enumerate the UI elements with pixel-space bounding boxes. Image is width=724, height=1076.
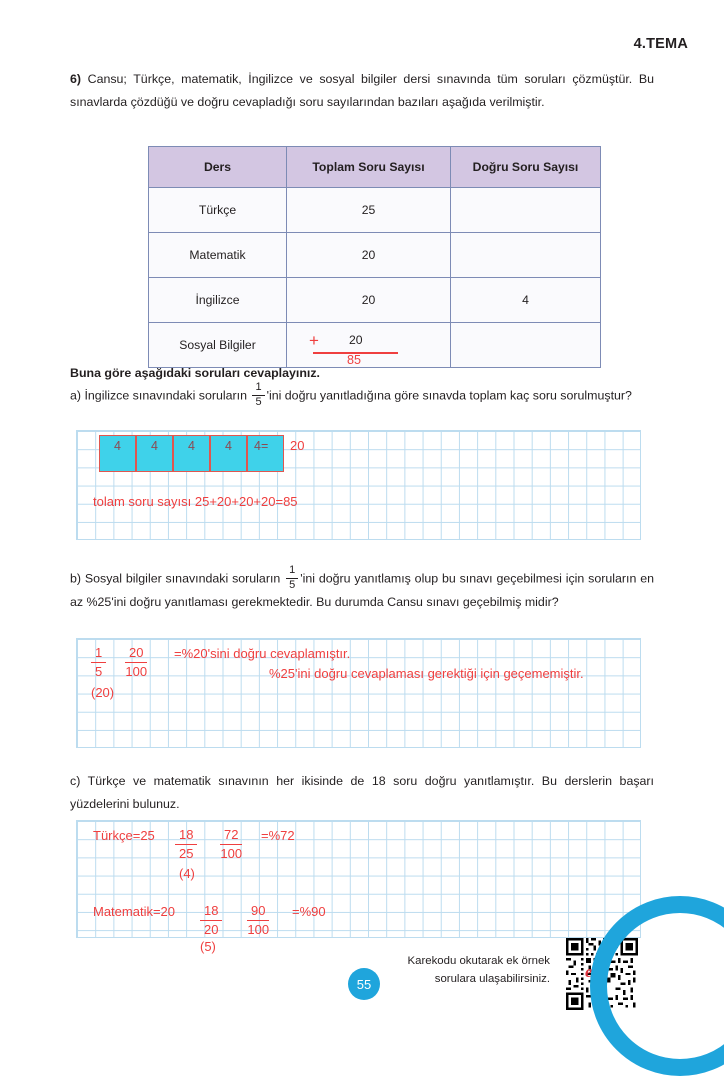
fraction-denominator: 5 <box>289 578 296 591</box>
part-c-row2-lead: Matematik=20 <box>93 904 176 919</box>
part-a-note: tolam soru sayısı 25+20+20+20=85 <box>93 494 298 509</box>
cell-dogru: 4 <box>451 278 601 323</box>
part-b-line-1: =%20'sini doğru cevaplamıştır. <box>174 646 351 661</box>
fraction-denominator: 100 <box>125 664 148 680</box>
fraction-denominator: 25 <box>179 846 194 862</box>
handwritten-sum <box>287 325 450 365</box>
part-b-fraction-2 <box>125 645 147 681</box>
part-b-label: b) <box>70 571 82 586</box>
part-c-row1-paren: (4) <box>179 866 195 881</box>
part-c-text: Türkçe ve matematik sınavının her ikisinde de 18 soru doğru yanıtlamıştır. Bu derslerin başarı yüzdelerini bulunuz. <box>70 774 654 811</box>
cell-ders: Matematik <box>149 233 287 278</box>
strip-cell-equals: 4= <box>247 435 284 472</box>
table-row <box>149 233 601 278</box>
fraction-denominator: 20 <box>204 922 219 938</box>
fraction-denominator: 100 <box>220 846 243 862</box>
fraction-denominator: 5 <box>95 664 103 680</box>
qr-caption-line-1: Karekodu okutarak ek örnek <box>407 955 550 967</box>
part-a-answer-grid[interactable] <box>76 430 641 540</box>
cell-dogru <box>451 188 601 233</box>
part-c-row1-fraction-1 <box>175 827 197 863</box>
cell-ders: İngilizce <box>149 278 287 323</box>
page-number-badge: 55 <box>348 968 380 1000</box>
exam-table-wrapper <box>148 146 579 368</box>
part-c-row2-fraction-2 <box>247 903 269 939</box>
cell-ders: Sosyal Bilgiler <box>149 323 287 368</box>
part-a-text-before: İngilizce sınavındaki soruların <box>81 388 251 403</box>
eba-logo: eba <box>585 962 609 981</box>
cell-toplam-handwritten: 20 <box>287 278 451 323</box>
part-b-text-before: Sosyal bilgiler sınavındaki soruların <box>81 571 285 586</box>
table-row <box>149 323 601 368</box>
column-header-ders: Ders <box>149 147 287 188</box>
part-b-paren: (20) <box>91 685 115 700</box>
part-c-row2-result: =%90 <box>292 904 326 919</box>
part-a-fraction <box>252 382 264 408</box>
part-b-answer-grid[interactable] <box>76 638 641 748</box>
sum-total: 85 <box>347 353 362 367</box>
part-b-fraction-1 <box>91 645 106 681</box>
question-number: 6) <box>70 72 82 86</box>
sum-addend: 20 <box>349 333 363 347</box>
part-a-label: a) <box>70 388 82 403</box>
cell-dogru <box>451 233 601 278</box>
cell-toplam: 25 <box>287 188 451 233</box>
strip-cell: 4 <box>210 435 247 472</box>
cell-dogru <box>451 323 601 368</box>
fraction-numerator: 1 <box>255 381 262 393</box>
fraction-numerator: 90 <box>247 903 269 921</box>
question-intro <box>70 68 654 114</box>
plus-sign: + <box>309 331 319 350</box>
table-header-row <box>149 147 601 188</box>
fraction-numerator: 18 <box>200 903 222 921</box>
part-c-row1-fraction-2 <box>220 827 242 863</box>
part-c-row1-result: =%72 <box>261 828 295 843</box>
cell-ders: Türkçe <box>149 188 287 233</box>
part-b-prompt <box>70 565 654 614</box>
fraction-numerator: 18 <box>175 827 197 845</box>
question-intro-text: Cansu; Türkçe, matematik, İngilizce ve sosyal bilgiler dersi sınavında tüm soruları çözmüştür. Bu sınavlarda çözdüğü ve doğru cevapladığı soru sayılarından bazıları aşağıda verilmiştir. <box>70 72 654 109</box>
fraction-denominator: 100 <box>247 922 270 938</box>
fraction-numerator: 1 <box>289 564 296 576</box>
part-b-text-after: 'ini doğru yanıtlamış olup bu sınavı geçebilmesi için soruların en az %25'ini doğru yanıtlaması gerekmektedir. Bu durumda Cansu sınavı geçebilmiş midir? <box>70 571 654 610</box>
exam-table <box>148 146 601 368</box>
fraction-denominator: 5 <box>255 395 262 408</box>
instruction-line: Buna göre aşağıdaki soruları cevaplayınız. <box>70 366 320 380</box>
part-c-row1-lead: Türkçe=25 <box>93 828 155 843</box>
fraction-numerator: 1 <box>91 645 106 663</box>
part-c-row2-paren: (5) <box>200 939 216 954</box>
part-c-label: c) <box>70 774 81 788</box>
strip-cell: 4 <box>136 435 173 472</box>
strip-cell: 4 <box>99 435 136 472</box>
part-a-prompt <box>70 382 654 408</box>
part-a-result: 20 <box>290 438 305 453</box>
part-b-line-2: %25'ini doğru cevaplaması gerektiği için geçememiştir. <box>269 666 584 681</box>
tema-header: 4.TEMA <box>633 36 688 52</box>
fraction-numerator: 20 <box>125 645 147 663</box>
table-row <box>149 278 601 323</box>
column-header-dogru: Doğru Soru Sayısı <box>451 147 601 188</box>
column-header-toplam: Toplam Soru Sayısı <box>287 147 451 188</box>
cell-toplam: 20 <box>287 233 451 278</box>
fraction-strip <box>99 435 284 472</box>
strip-cell: 4 <box>173 435 210 472</box>
cell-toplam-sum <box>287 323 451 368</box>
part-c-row2-fraction-1 <box>200 903 222 939</box>
part-c-prompt <box>70 770 654 816</box>
part-b-fraction <box>286 565 298 591</box>
qr-caption <box>400 952 550 989</box>
table-row <box>149 188 601 233</box>
part-c-answer-grid[interactable] <box>76 820 641 938</box>
part-a-text-after: 'ini doğru yanıtladığına göre sınavda toplam kaç soru sorulmuştur? <box>266 388 632 403</box>
fraction-numerator: 72 <box>220 827 242 845</box>
qr-caption-line-2: sorulara ulaşabilirsiniz. <box>434 973 550 986</box>
